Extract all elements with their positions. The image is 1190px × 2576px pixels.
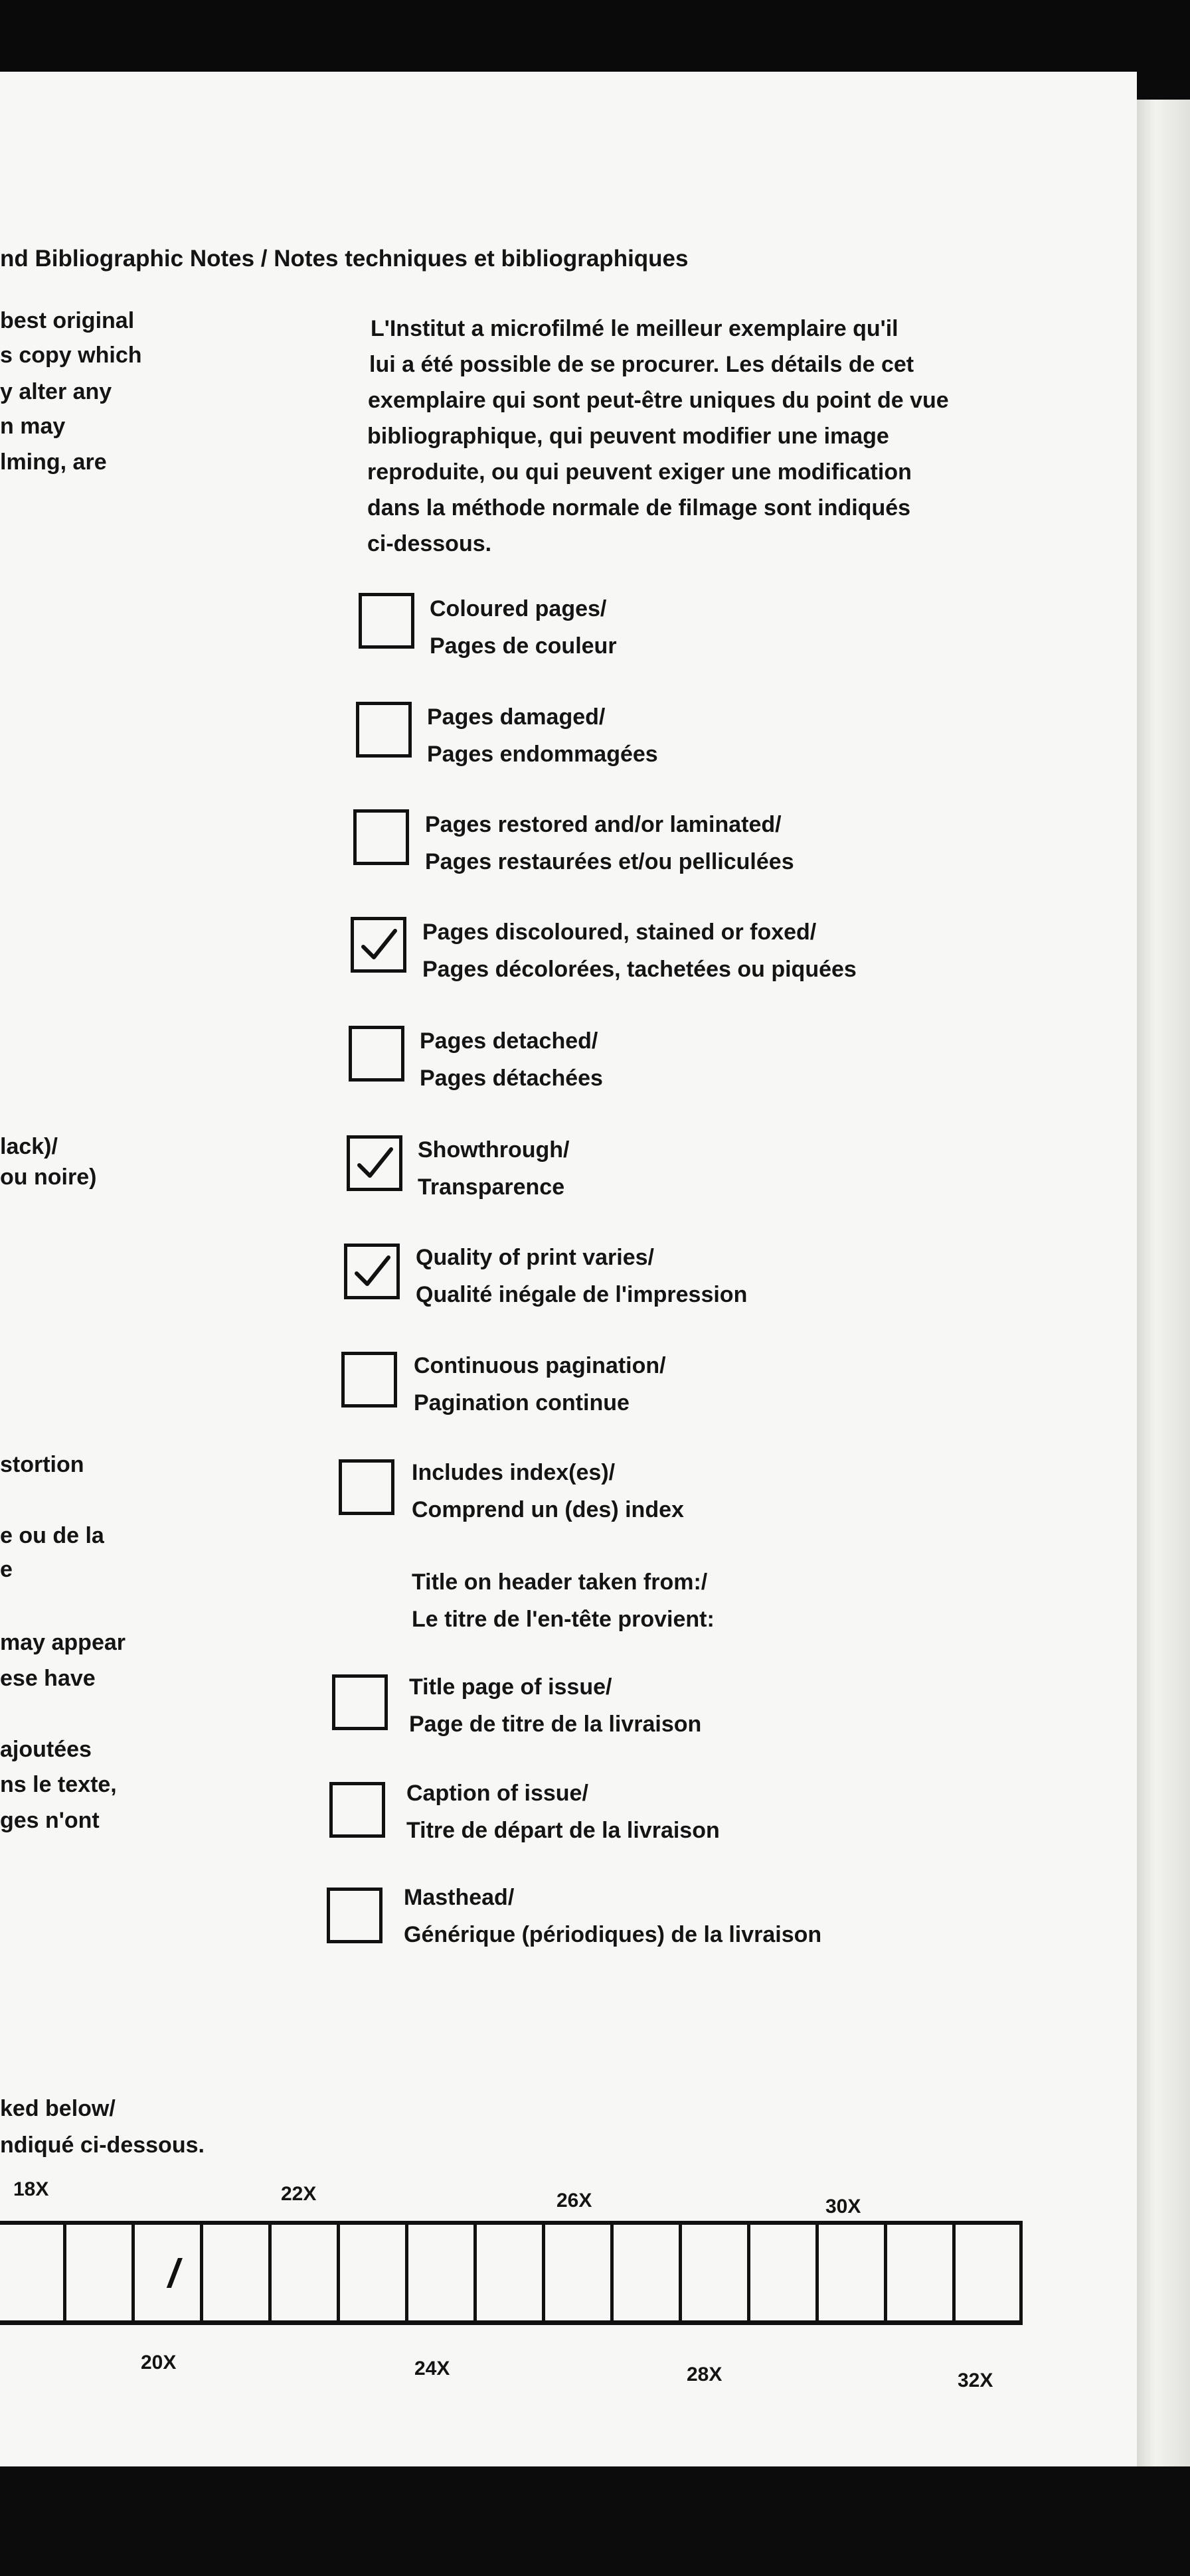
page-edge: [1137, 100, 1190, 2470]
intro-paragraph: [367, 311, 1031, 562]
scale-label-bottom: 32X: [958, 2370, 993, 2391]
notes-heading: nd Bibliographic Notes / Notes techniques et bibliographiques: [0, 246, 689, 272]
reduction-note-en: ked below/: [0, 2096, 116, 2121]
left-fragment: stortion: [0, 1452, 84, 1477]
header-note-en: Title on header taken from:/: [412, 1570, 708, 1595]
option-label-fr: Pages décolorées, tachetées ou piquées: [422, 957, 857, 982]
option-label-fr: Titre de départ de la livraison: [406, 1818, 720, 1843]
option-label-en: Caption of issue/: [406, 1781, 588, 1806]
scale-label-bottom: 20X: [141, 2352, 177, 2374]
grid-cell: [203, 2221, 272, 2325]
scan-top-border: [0, 0, 1190, 80]
left-fragment: lack)/: [0, 1134, 58, 1159]
intro-line: lui a été possible de se procurer. Les détails de cet: [369, 352, 914, 377]
grid-cell: [0, 2221, 66, 2325]
scale-label-bottom: 24X: [414, 2358, 450, 2379]
option-label-en: Masthead/: [404, 1885, 515, 1910]
option-label-en: Pages damaged/: [427, 704, 606, 730]
left-fragment: y alter any: [0, 379, 112, 404]
grid-cell: [340, 2221, 408, 2325]
option-label-en: Pages discoloured, stained or foxed/: [422, 920, 817, 945]
checkmark-icon: [350, 1139, 399, 1188]
grid-cell: [272, 2221, 340, 2325]
option-label-fr: Pages endommagées: [427, 742, 658, 767]
option-label-en: Pages detached/: [420, 1028, 598, 1054]
left-fragment: best original: [0, 308, 135, 333]
scale-label-top: 30X: [825, 2196, 861, 2217]
option-label-fr: Transparence: [418, 1174, 565, 1200]
checkbox[interactable]: [351, 917, 406, 973]
checkbox[interactable]: [327, 1888, 382, 1943]
grid-mark: /: [168, 2251, 179, 2296]
checkbox[interactable]: [332, 1674, 388, 1730]
checkbox[interactable]: [356, 702, 412, 758]
intro-line: reproduite, ou qui peuvent exiger une modification: [367, 459, 912, 485]
left-fragment: ns le texte,: [0, 1772, 117, 1797]
scale-label-top: 26X: [556, 2190, 592, 2212]
grid-cell: [682, 2221, 750, 2325]
header-note-fr: Le titre de l'en-tête provient:: [412, 1607, 715, 1632]
grid-cell: [135, 2221, 203, 2325]
checkbox[interactable]: [329, 1782, 385, 1838]
left-fragment: ajoutées: [0, 1737, 92, 1762]
option-label-fr: Comprend un (des) index: [412, 1497, 684, 1522]
left-fragment: ese have: [0, 1666, 96, 1691]
option-label-en: Coloured pages/: [430, 596, 607, 621]
option-label-en: Quality of print varies/: [416, 1245, 654, 1270]
option-label-en: Showthrough/: [418, 1137, 570, 1163]
left-fragment: n may: [0, 414, 66, 439]
left-fragment: ges n'ont: [0, 1808, 100, 1833]
reduction-ratio-grid: [0, 2221, 1023, 2327]
grid-cell: [66, 2221, 135, 2325]
intro-line: L'Institut a microfilmé le meilleur exemplaire qu'il: [371, 316, 898, 341]
intro-line: dans la méthode normale de filmage sont indiqués: [367, 495, 911, 521]
checkbox[interactable]: [359, 593, 414, 649]
option-label-en: Includes index(es)/: [412, 1460, 616, 1485]
grid-cell: [819, 2221, 887, 2325]
grid-cell: [956, 2221, 1023, 2325]
grid-cell: [887, 2221, 956, 2325]
intro-line: ci-dessous.: [367, 531, 492, 556]
intro-line: bibliographique, qui peuvent modifier une image: [367, 424, 889, 449]
left-fragment: e ou de la: [0, 1523, 104, 1548]
option-label-en: Pages restored and/or laminated/: [425, 812, 782, 837]
option-label-en: Title page of issue/: [409, 1674, 612, 1700]
option-label-fr: Pages restaurées et/ou pelliculées: [425, 849, 794, 874]
grid-cell: [750, 2221, 819, 2325]
checkmark-icon: [347, 1247, 396, 1296]
option-label-fr: Pages de couleur: [430, 633, 617, 659]
option-label-fr: Pages détachées: [420, 1066, 603, 1091]
checkbox[interactable]: [353, 809, 409, 865]
scan-bottom-border: [0, 2466, 1190, 2576]
grid-cell: [408, 2221, 477, 2325]
reduction-note-fr: ndiqué ci-dessous.: [0, 2133, 205, 2158]
left-fragment: lming, are: [0, 449, 107, 475]
checkbox[interactable]: [347, 1135, 402, 1191]
left-fragment: e: [0, 1557, 13, 1582]
checkbox[interactable]: [339, 1459, 394, 1515]
left-fragment: may appear: [0, 1630, 126, 1655]
option-label-fr: Générique (périodiques) de la livraison: [404, 1922, 822, 1947]
grid-cell: [614, 2221, 682, 2325]
left-fragment: ou noire): [0, 1165, 97, 1190]
option-label-fr: Qualité inégale de l'impression: [416, 1282, 748, 1307]
scale-label-bottom: 28X: [687, 2364, 722, 2385]
checkbox[interactable]: [341, 1352, 397, 1408]
scale-label-top: 22X: [281, 2183, 317, 2205]
checkmark-icon: [354, 920, 403, 969]
option-label-en: Continuous pagination/: [414, 1353, 666, 1378]
grid-cell: [477, 2221, 545, 2325]
intro-line: exemplaire qui sont peut-être uniques du point de vue: [368, 388, 949, 413]
checkbox[interactable]: [344, 1244, 400, 1299]
option-label-fr: Page de titre de la livraison: [409, 1712, 702, 1737]
grid-cell: [545, 2221, 614, 2325]
left-fragment: s copy which: [0, 343, 142, 368]
option-label-fr: Pagination continue: [414, 1390, 630, 1415]
scale-label-top: 18X: [13, 2178, 49, 2200]
checkbox[interactable]: [349, 1026, 404, 1082]
